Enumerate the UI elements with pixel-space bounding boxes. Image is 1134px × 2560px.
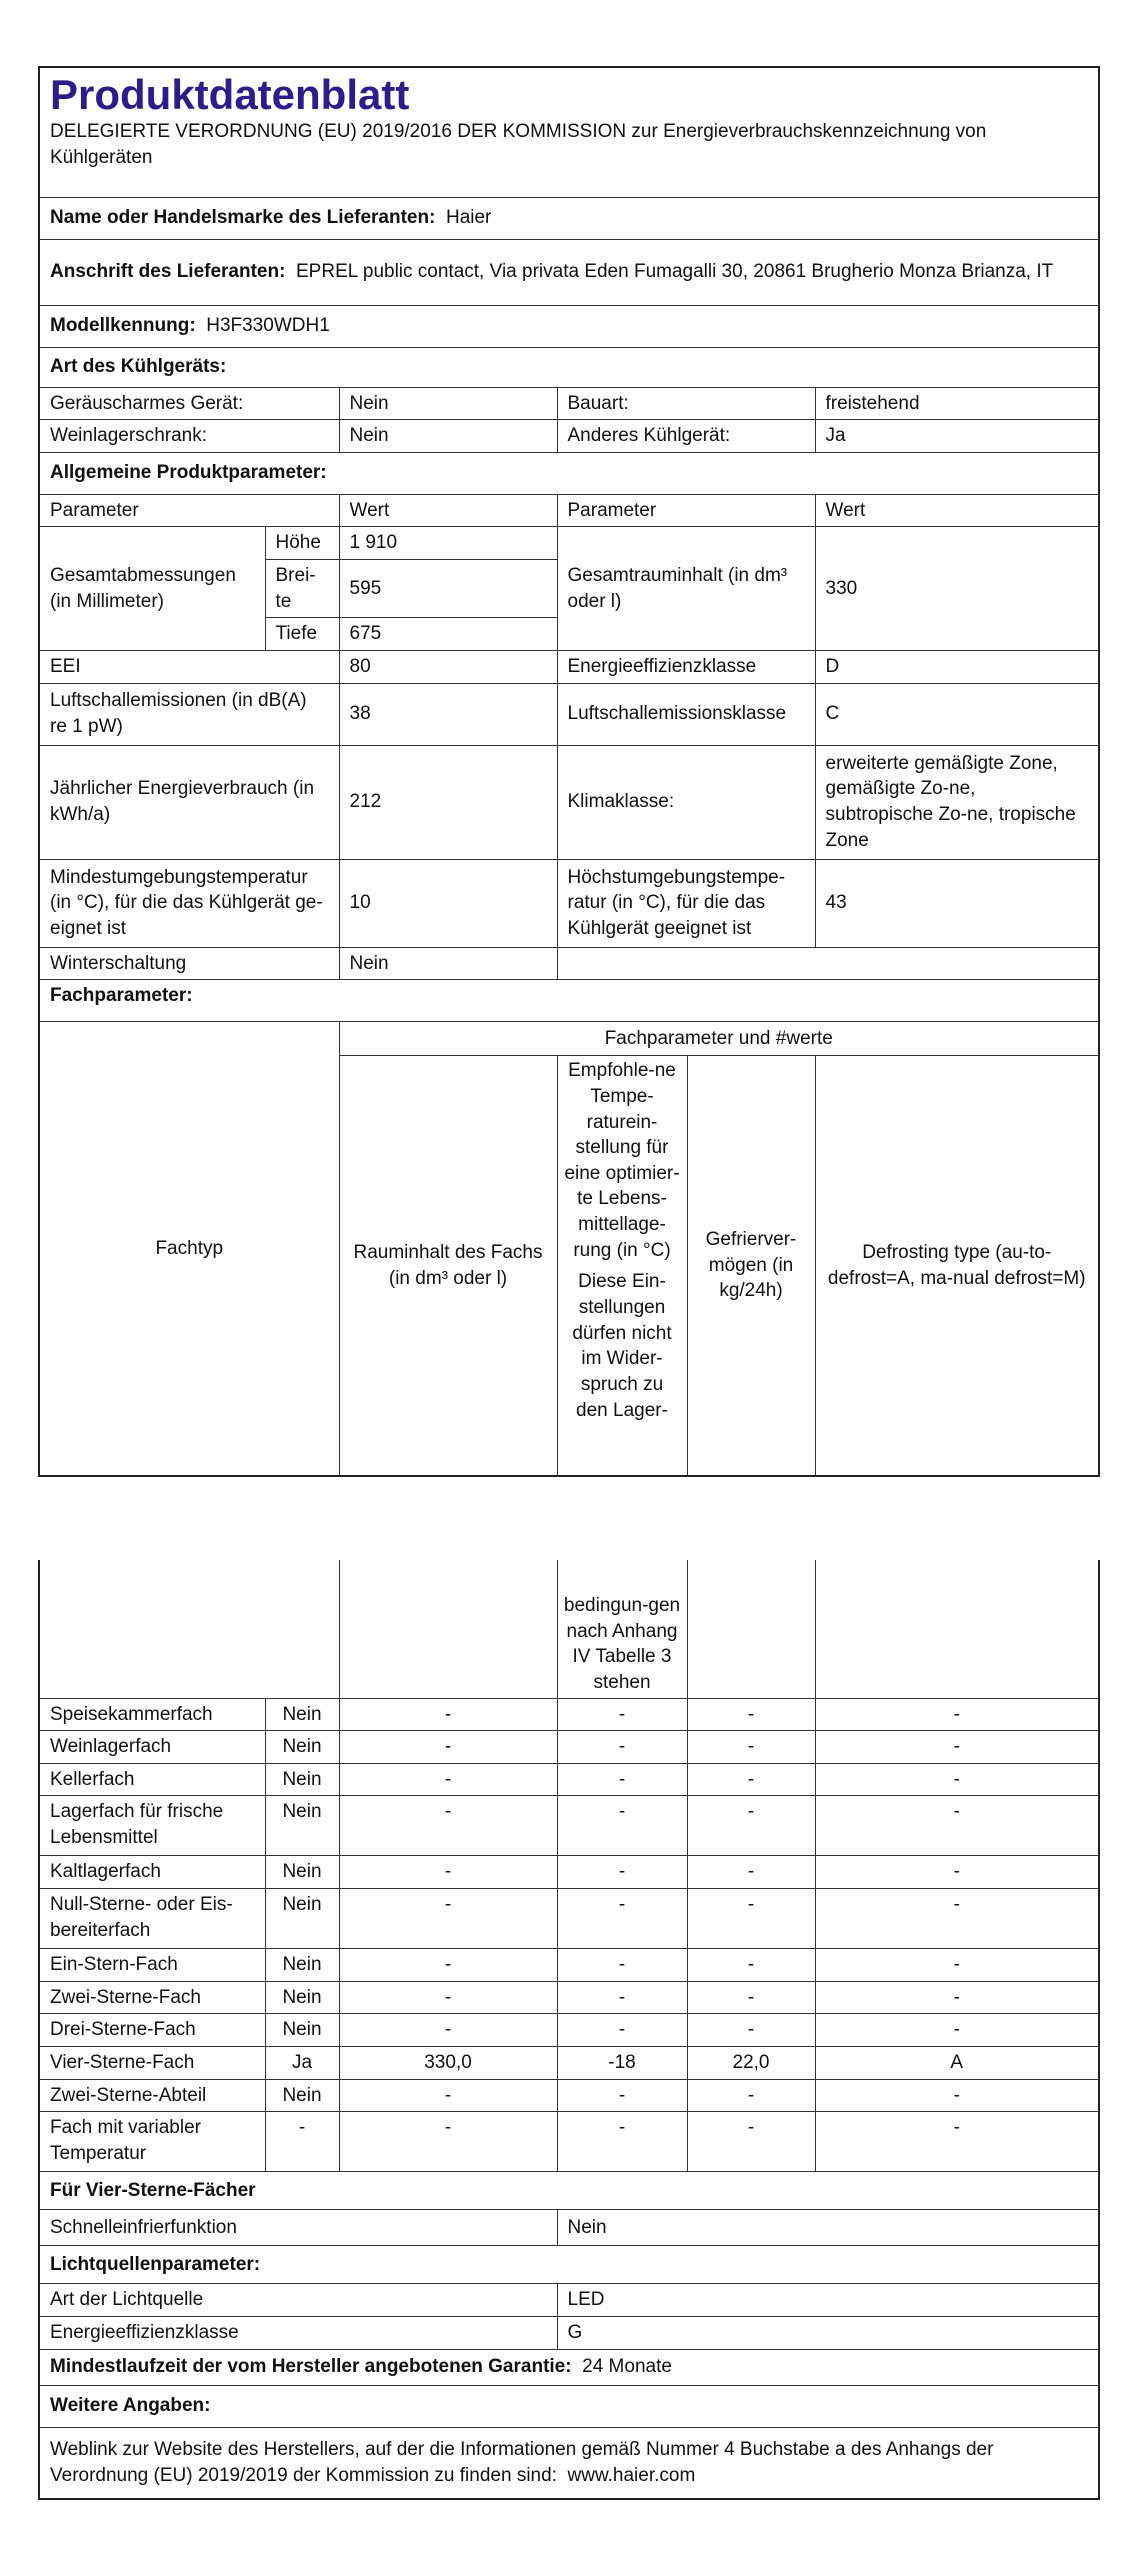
further-section-label: Weitere Angaben: bbox=[39, 2385, 1099, 2427]
temp-setting-header bbox=[557, 1056, 687, 1476]
compartment-freeze: - bbox=[687, 2079, 815, 2112]
compartment-row bbox=[39, 1889, 1099, 1949]
compartment-temp: -18 bbox=[557, 2046, 687, 2079]
total-volume-label: Gesamtrauminhalt (in dm³ oder l) bbox=[557, 527, 815, 651]
compartment-defrost: - bbox=[815, 2014, 1099, 2047]
compartment-volume: - bbox=[339, 1981, 557, 2014]
max-temp-value: 43 bbox=[815, 859, 1099, 947]
compartment-row bbox=[39, 1949, 1099, 1982]
temp-setting-header-part2: Diese Ein-stellungen dürfen nicht im Wider-spruch zu den Lager- bbox=[572, 1271, 672, 1421]
compartment-defrost: - bbox=[815, 1796, 1099, 1856]
model-label: Modellkennung: bbox=[50, 315, 196, 337]
compartment-name: Fach mit variabler Temperatur bbox=[39, 2112, 265, 2172]
datasheet-part-2 bbox=[38, 1560, 1100, 2500]
compartment-defrost: - bbox=[815, 1731, 1099, 1764]
supplier-address-row bbox=[39, 239, 1099, 305]
value-header: Wert bbox=[339, 494, 557, 527]
width-value: 595 bbox=[339, 560, 557, 618]
compartment-volume-header-cont bbox=[339, 1560, 557, 1698]
light-type-label: Art der Lichtquelle bbox=[39, 2284, 557, 2317]
compartment-row bbox=[39, 1856, 1099, 1889]
compartment-group-header: Fachparameter und #werte bbox=[339, 1022, 1099, 1056]
winter-label: Winterschaltung bbox=[39, 947, 339, 980]
compartment-temp: - bbox=[557, 1698, 687, 1731]
supplier-address-label: Anschrift des Lieferanten: bbox=[50, 261, 286, 283]
compartment-temp: - bbox=[557, 1763, 687, 1796]
compartment-present: Nein bbox=[265, 1796, 339, 1856]
climate-class-value: erweiterte gemäßigte Zone, gemäßigte Zo-ne, subtropische Zo-ne, tropische Zone bbox=[815, 745, 1099, 859]
empty-cell bbox=[557, 947, 1099, 980]
height-label: Höhe bbox=[265, 527, 339, 560]
other-appliance-label: Anderes Kühlgerät: bbox=[557, 420, 815, 453]
height-value: 1 910 bbox=[339, 527, 557, 560]
page-title: Produktdatenblatt bbox=[50, 71, 410, 118]
wine-cabinet-label: Weinlagerschrank: bbox=[39, 420, 339, 453]
compartment-row bbox=[39, 1796, 1099, 1856]
appliance-section-label: Art des Kühlgeräts: bbox=[39, 347, 1099, 387]
compartment-row bbox=[39, 1981, 1099, 2014]
further-info-cell bbox=[39, 2427, 1099, 2499]
compartment-volume: - bbox=[339, 1796, 557, 1856]
compartment-freeze: - bbox=[687, 1856, 815, 1889]
compartment-section-label: Fachparameter: bbox=[39, 980, 1099, 1022]
compartment-row bbox=[39, 2112, 1099, 2172]
temp-setting-header-cont: bedingun-gen nach Anhang IV Tabelle 3 stehen bbox=[557, 1560, 687, 1698]
temp-setting-header-part1: Empfohle-ne Tempe-raturein-stellung für eine optimier-te Lebens-mittellage-rung (in °C) bbox=[564, 1060, 680, 1261]
compartment-freeze: - bbox=[687, 1763, 815, 1796]
compartment-name: Null-Sterne- oder Eis-bereiterfach bbox=[39, 1889, 265, 1949]
datasheet-part-1 bbox=[38, 66, 1100, 1477]
eei-label: EEI bbox=[39, 650, 339, 683]
compartment-temp: - bbox=[557, 2014, 687, 2047]
model-value: H3F330WDH1 bbox=[206, 315, 330, 337]
compartment-row bbox=[39, 2014, 1099, 2047]
light-type-value: LED bbox=[557, 2284, 1099, 2317]
manufacturer-link[interactable]: www.haier.com bbox=[567, 2464, 696, 2486]
compartment-volume: - bbox=[339, 1856, 557, 1889]
regulation-text: DELEGIERTE VERORDNUNG (EU) 2019/2016 DER KOMMISSION zur Energieverbrauchskennzeichnung von Kühlgeräten bbox=[50, 121, 987, 168]
compartment-row bbox=[39, 1698, 1099, 1731]
compartment-volume: - bbox=[339, 2112, 557, 2172]
compartment-type-header: Fachtyp bbox=[39, 1022, 339, 1476]
max-temp-label: Höchstumgebungstempe-ratur (in °C), für die das Kühlgerät geeignet ist bbox=[557, 859, 815, 947]
compartment-temp: - bbox=[557, 1856, 687, 1889]
compartment-volume: - bbox=[339, 1889, 557, 1949]
compartment-present: Ja bbox=[265, 2046, 339, 2079]
compartment-name: Kaltlagerfach bbox=[39, 1856, 265, 1889]
noise-class-label: Luftschallemissionsklasse bbox=[557, 683, 815, 745]
compartment-defrost: - bbox=[815, 2079, 1099, 2112]
compartment-defrost: - bbox=[815, 1889, 1099, 1949]
compartment-freeze: - bbox=[687, 2112, 815, 2172]
compartment-defrost: - bbox=[815, 1698, 1099, 1731]
compartment-name: Zwei-Sterne-Fach bbox=[39, 1981, 265, 2014]
compartment-row bbox=[39, 1731, 1099, 1764]
efficiency-class-value: D bbox=[815, 650, 1099, 683]
light-section-label: Lichtquellenparameter: bbox=[39, 2246, 1099, 2284]
compartment-present: Nein bbox=[265, 1981, 339, 2014]
model-row bbox=[39, 305, 1099, 347]
further-info-text: Weblink zur Website des Herstellers, auf der die Informationen gemäß Nummer 4 Buchstabe a des Anhangs der Verordnung (EU) 2019/2019 der Kommission zu finden sind: bbox=[50, 2439, 994, 2486]
compartment-name: Kellerfach bbox=[39, 1763, 265, 1796]
compartment-defrost: - bbox=[815, 1949, 1099, 1982]
compartment-volume: - bbox=[339, 1731, 557, 1764]
compartment-present: Nein bbox=[265, 1889, 339, 1949]
compartment-name: Weinlagerfach bbox=[39, 1731, 265, 1764]
compartment-temp: - bbox=[557, 1796, 687, 1856]
design-label: Bauart: bbox=[557, 387, 815, 420]
compartment-row bbox=[39, 2079, 1099, 2112]
compartment-name: Vier-Sterne-Fach bbox=[39, 2046, 265, 2079]
total-volume-value: 330 bbox=[815, 527, 1099, 651]
supplier-address-value: EPREL public contact, Via privata Eden Fumagalli 30, 20861 Brugherio Monza Brianza, IT bbox=[296, 261, 1054, 283]
light-class-value: G bbox=[557, 2316, 1099, 2349]
depth-label: Tiefe bbox=[265, 618, 339, 651]
low-noise-value: Nein bbox=[339, 387, 557, 420]
compartment-name: Zwei-Sterne-Abteil bbox=[39, 2079, 265, 2112]
freeze-capacity-header: Gefrierver-mögen (in kg/24h) bbox=[687, 1056, 815, 1476]
freeze-capacity-header-cont bbox=[687, 1560, 815, 1698]
min-temp-label: Mindestumgebungstemperatur (in °C), für die das Kühlgerät ge-eignet ist bbox=[39, 859, 339, 947]
warranty-row bbox=[39, 2349, 1099, 2385]
compartment-present: Nein bbox=[265, 1698, 339, 1731]
compartment-present: Nein bbox=[265, 2079, 339, 2112]
value-header-2: Wert bbox=[815, 494, 1099, 527]
annual-energy-value: 212 bbox=[339, 745, 557, 859]
defrost-type-header-cont bbox=[815, 1560, 1099, 1698]
warranty-label: Mindestlaufzeit der vom Hersteller angebotenen Garantie: bbox=[50, 2356, 572, 2378]
compartment-volume: - bbox=[339, 1763, 557, 1796]
compartment-freeze: 22,0 bbox=[687, 2046, 815, 2079]
compartment-row bbox=[39, 1763, 1099, 1796]
compartment-name: Ein-Stern-Fach bbox=[39, 1949, 265, 1982]
compartment-present: Nein bbox=[265, 1949, 339, 1982]
climate-class-label: Klimaklasse: bbox=[557, 745, 815, 859]
general-section-label: Allgemeine Produktparameter: bbox=[39, 452, 1099, 494]
design-value: freistehend bbox=[815, 387, 1099, 420]
compartment-temp: - bbox=[557, 2112, 687, 2172]
compartment-present: Nein bbox=[265, 1763, 339, 1796]
compartment-volume: - bbox=[339, 1949, 557, 1982]
fast-freeze-value: Nein bbox=[557, 2210, 1099, 2246]
four-star-section-label: Für Vier-Sterne-Fächer bbox=[39, 2172, 1099, 2210]
compartment-defrost: A bbox=[815, 2046, 1099, 2079]
compartment-temp: - bbox=[557, 2079, 687, 2112]
width-label: Brei-te bbox=[265, 560, 339, 618]
min-temp-value: 10 bbox=[339, 859, 557, 947]
compartment-volume-header: Rauminhalt des Fachs (in dm³ oder l) bbox=[339, 1056, 557, 1476]
wine-cabinet-value: Nein bbox=[339, 420, 557, 453]
noise-value: 38 bbox=[339, 683, 557, 745]
other-appliance-value: Ja bbox=[815, 420, 1099, 453]
param-header: Parameter bbox=[39, 494, 339, 527]
fast-freeze-label: Schnelleinfrierfunktion bbox=[39, 2210, 557, 2246]
param-header-2: Parameter bbox=[557, 494, 815, 527]
efficiency-class-label: Energieeffizienzklasse bbox=[557, 650, 815, 683]
supplier-name-label: Name oder Handelsmarke des Lieferanten: bbox=[50, 207, 436, 229]
compartment-volume: - bbox=[339, 1698, 557, 1731]
header-cell bbox=[39, 67, 1099, 197]
compartment-present: Nein bbox=[265, 2014, 339, 2047]
compartment-defrost: - bbox=[815, 1981, 1099, 2014]
depth-value: 675 bbox=[339, 618, 557, 651]
compartment-present: Nein bbox=[265, 1856, 339, 1889]
compartment-freeze: - bbox=[687, 1796, 815, 1856]
dimensions-label: Gesamtabmessungen (in Millimeter) bbox=[39, 527, 265, 651]
defrost-type-header: Defrosting type (au-to-defrost=A, ma-nual defrost=M) bbox=[815, 1056, 1099, 1476]
compartment-present: - bbox=[265, 2112, 339, 2172]
low-noise-label: Geräuscharmes Gerät: bbox=[39, 387, 339, 420]
compartment-temp: - bbox=[557, 1981, 687, 2014]
compartment-freeze: - bbox=[687, 1698, 815, 1731]
compartment-freeze: - bbox=[687, 1889, 815, 1949]
light-class-label: Energieeffizienzklasse bbox=[39, 2316, 557, 2349]
compartment-volume: 330,0 bbox=[339, 2046, 557, 2079]
compartment-volume: - bbox=[339, 2014, 557, 2047]
eei-value: 80 bbox=[339, 650, 557, 683]
compartment-volume: - bbox=[339, 2079, 557, 2112]
supplier-name-row bbox=[39, 197, 1099, 239]
compartment-freeze: - bbox=[687, 1981, 815, 2014]
compartment-freeze: - bbox=[687, 1949, 815, 1982]
warranty-value: 24 Monate bbox=[582, 2356, 672, 2378]
compartment-row bbox=[39, 2046, 1099, 2079]
compartment-name: Lagerfach für frische Lebensmittel bbox=[39, 1796, 265, 1856]
compartment-name: Speisekammerfach bbox=[39, 1698, 265, 1731]
compartment-name: Drei-Sterne-Fach bbox=[39, 2014, 265, 2047]
compartment-temp: - bbox=[557, 1889, 687, 1949]
compartment-temp: - bbox=[557, 1731, 687, 1764]
compartment-temp: - bbox=[557, 1949, 687, 1982]
compartment-type-header-cont bbox=[39, 1560, 339, 1698]
compartment-freeze: - bbox=[687, 2014, 815, 2047]
compartment-defrost: - bbox=[815, 2112, 1099, 2172]
winter-value: Nein bbox=[339, 947, 557, 980]
compartment-present: Nein bbox=[265, 1731, 339, 1764]
compartment-defrost: - bbox=[815, 1763, 1099, 1796]
compartment-freeze: - bbox=[687, 1731, 815, 1764]
noise-class-value: C bbox=[815, 683, 1099, 745]
noise-label: Luftschallemissionen (in dB(A) re 1 pW) bbox=[39, 683, 339, 745]
compartment-defrost: - bbox=[815, 1856, 1099, 1889]
supplier-name-value: Haier bbox=[445, 207, 492, 229]
annual-energy-label: Jährlicher Energieverbrauch (in kWh/a) bbox=[39, 745, 339, 859]
